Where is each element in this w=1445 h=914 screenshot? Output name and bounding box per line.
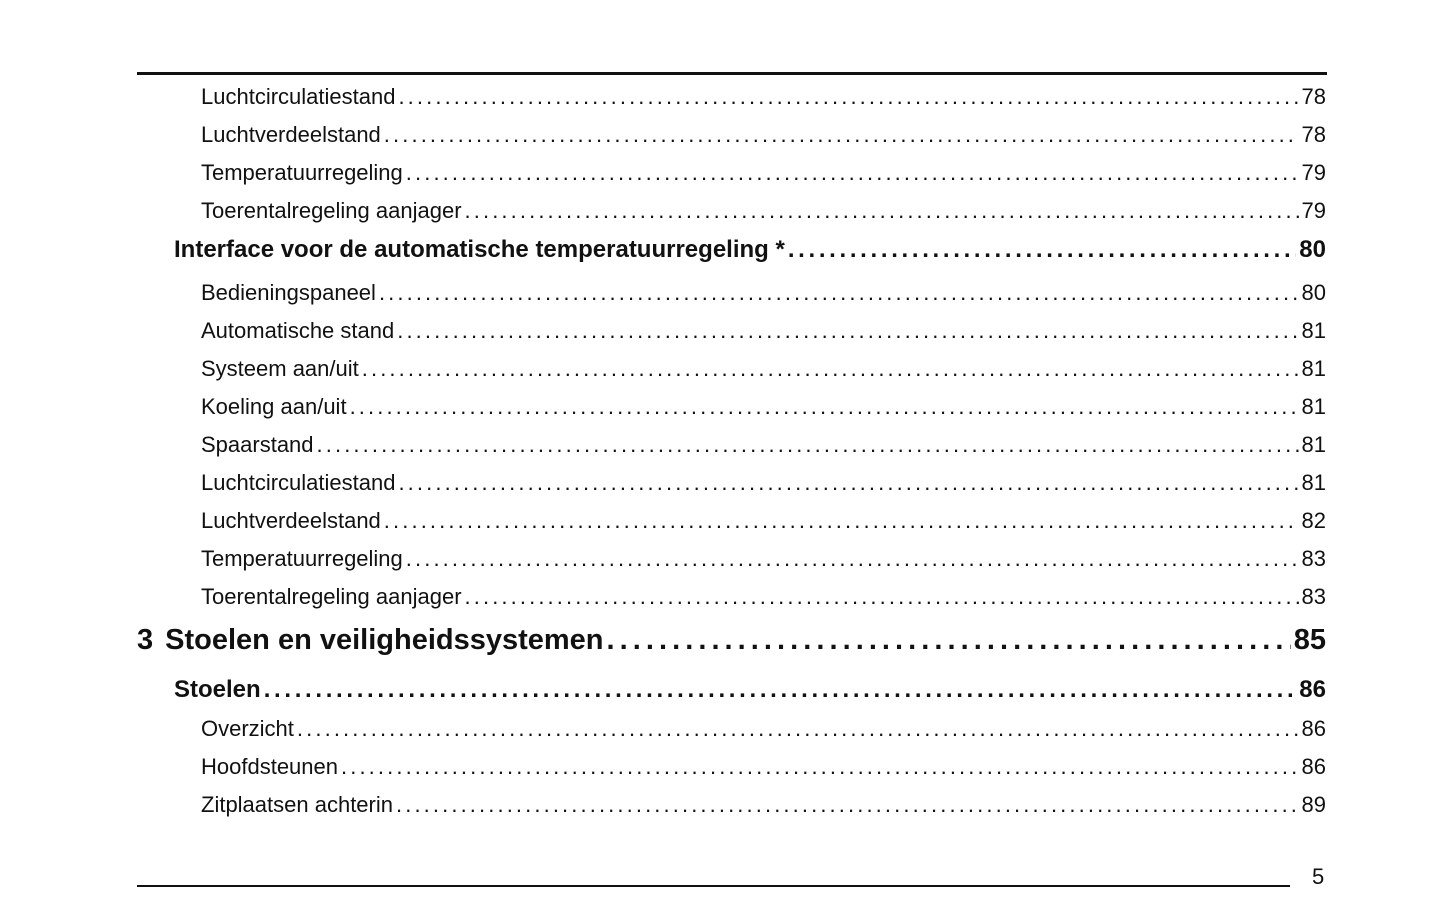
toc-entry-page: 81 xyxy=(1301,318,1326,343)
toc-entry-label: Stoelen en veiligheidssystemen xyxy=(165,624,604,656)
toc-dot-leader xyxy=(384,508,1299,534)
toc-entry-label: Spaarstand xyxy=(201,432,314,457)
toc-entry-page: 79 xyxy=(1301,198,1326,223)
toc-entry-label: Interface voor de automatische temperatuurregeling * xyxy=(174,236,785,263)
toc-entry-page: 81 xyxy=(1301,394,1326,419)
toc-subsection-entry xyxy=(201,394,1326,420)
toc-subsection-entry xyxy=(201,318,1326,344)
toc-subsection-entry xyxy=(201,754,1326,780)
toc-dot-leader xyxy=(406,160,1299,186)
toc-entry-label: Luchtverdeelstand xyxy=(201,122,381,147)
toc-entry-page: 80 xyxy=(1301,280,1326,305)
toc-entry-label: Luchtcirculatiestand xyxy=(201,470,396,495)
toc-dot-leader xyxy=(465,198,1299,224)
toc-subsection-entry xyxy=(201,792,1326,818)
toc-chapter-number: 3 xyxy=(137,624,154,656)
toc-entry-label: Hoofdsteunen xyxy=(201,754,338,779)
toc-entry-page: 78 xyxy=(1301,122,1326,147)
toc-entry-page: 81 xyxy=(1301,432,1326,457)
toc-section-entry xyxy=(174,676,1326,704)
toc-subsection-entry xyxy=(201,508,1326,534)
toc-entry-label: Automatische stand xyxy=(201,318,395,343)
toc-subsection-entry xyxy=(201,546,1326,572)
toc-subsection-entry xyxy=(201,160,1326,186)
toc-dot-leader xyxy=(317,432,1299,458)
toc-dot-leader xyxy=(397,318,1298,344)
toc-entry-page: 85 xyxy=(1293,624,1326,656)
toc-subsection-entry xyxy=(201,584,1326,610)
toc-entry-page: 79 xyxy=(1301,160,1326,185)
toc-subsection-entry xyxy=(201,470,1326,496)
toc-dot-leader xyxy=(465,584,1299,610)
toc-entry-page: 86 xyxy=(1299,676,1326,703)
toc-entry-page: 80 xyxy=(1299,236,1326,263)
toc-section-entry xyxy=(174,236,1326,264)
header-rule xyxy=(137,72,1327,75)
toc-dot-leader xyxy=(379,280,1299,306)
toc-subsection-entry xyxy=(201,122,1326,148)
toc-dot-leader xyxy=(396,792,1299,818)
toc-entry-page: 86 xyxy=(1301,754,1326,779)
toc-entry-label: Systeem aan/uit xyxy=(201,356,359,381)
toc-dot-leader xyxy=(264,676,1297,704)
toc-subsection-entry xyxy=(201,432,1326,458)
toc-dot-leader xyxy=(350,394,1299,420)
toc-dot-leader xyxy=(297,716,1299,742)
toc-subsection-entry xyxy=(201,84,1326,110)
toc-dot-leader xyxy=(362,356,1299,382)
toc-dot-leader xyxy=(788,236,1296,264)
toc-entry-label: Koeling aan/uit xyxy=(201,394,347,419)
toc-entry-label: Toerentalregeling aanjager xyxy=(201,198,462,223)
toc-dot-leader xyxy=(406,546,1299,572)
toc-entry-page: 89 xyxy=(1301,792,1326,817)
toc-subsection-entry xyxy=(201,280,1326,306)
toc-chapter-entry xyxy=(137,624,1326,657)
toc-entry-page: 81 xyxy=(1301,470,1326,495)
toc-dot-leader xyxy=(398,470,1298,496)
toc-entry-label: Bedieningspaneel xyxy=(201,280,376,305)
page-number: 5 xyxy=(1312,864,1325,889)
toc-entry-label: Temperatuurregeling xyxy=(201,546,403,571)
toc-dot-leader xyxy=(398,84,1298,110)
toc-dot-leader xyxy=(341,754,1299,780)
toc-subsection-entry xyxy=(201,198,1326,224)
toc-subsection-entry xyxy=(201,716,1326,742)
toc-entry-page: 83 xyxy=(1301,546,1326,571)
toc-dot-leader xyxy=(607,624,1291,657)
toc-entry-page: 81 xyxy=(1301,356,1326,381)
toc-entry-label: Overzicht xyxy=(201,716,294,741)
toc-entry-label: Toerentalregeling aanjager xyxy=(201,584,462,609)
toc-entry-label: Stoelen xyxy=(174,676,261,703)
toc-entry-label: Temperatuurregeling xyxy=(201,160,403,185)
toc-entry-page: 83 xyxy=(1301,584,1326,609)
toc-entry-label: Zitplaatsen achterin xyxy=(201,792,393,817)
toc-entry-page: 82 xyxy=(1301,508,1326,533)
toc-entry-label: Luchtverdeelstand xyxy=(201,508,381,533)
toc-entry-page: 78 xyxy=(1301,84,1326,109)
toc-subsection-entry xyxy=(201,356,1326,382)
toc-dot-leader xyxy=(384,122,1299,148)
toc-entry-label: Luchtcirculatiestand xyxy=(201,84,396,109)
footer-rule xyxy=(137,885,1290,887)
toc-entry-page: 86 xyxy=(1301,716,1326,741)
